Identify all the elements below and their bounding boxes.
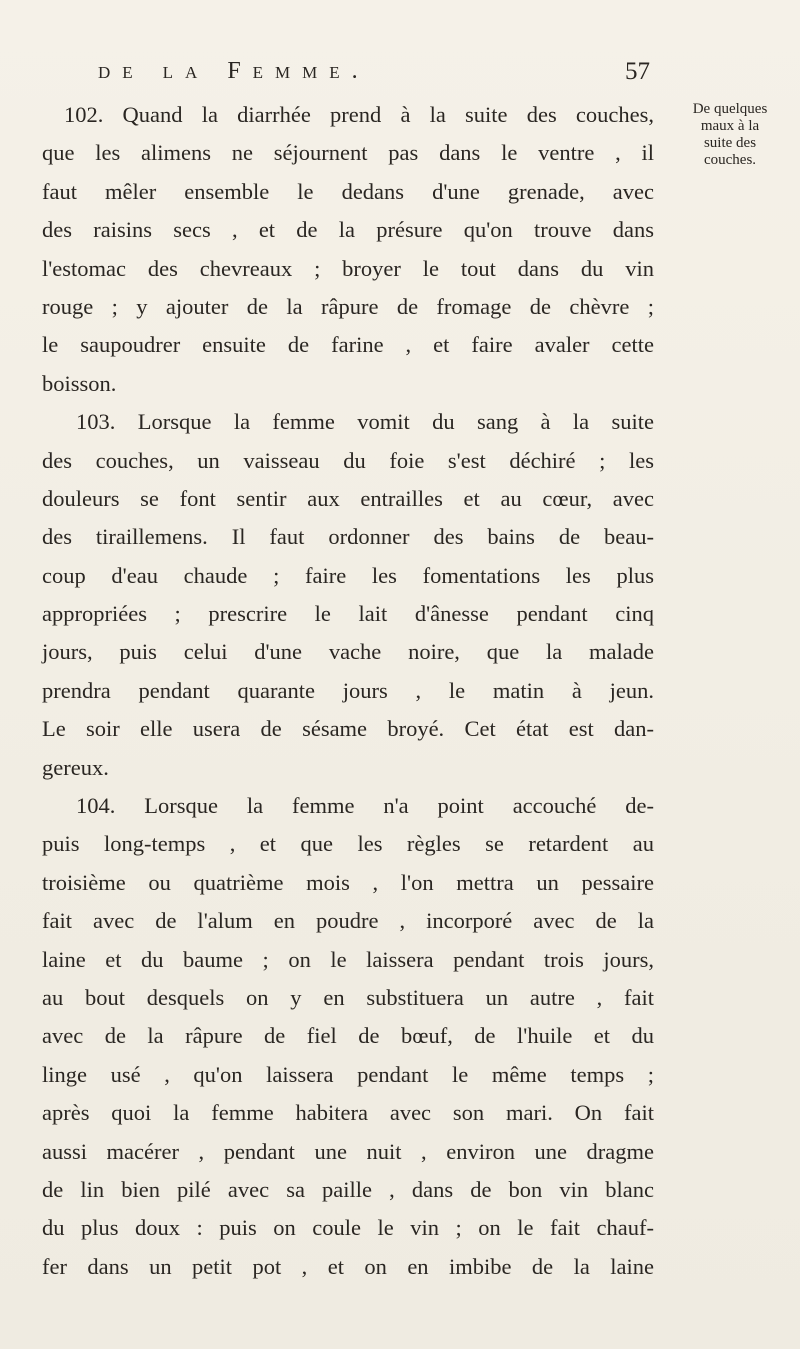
text-line: 103. Lorsque la femme vomit du sang à la suite [76,409,654,435]
text-line: des raisins secs , et de la présure qu'on trouve dans [42,217,654,243]
text-line: coup d'eau chaude ; faire les fomentations les plus [42,562,654,588]
text-line: boisson. [42,370,117,396]
text-line: jours, puis celui d'une vache noire, que la malade [42,639,654,665]
text-line: l'estomac des chevreaux ; broyer le tout dans du vin [42,255,654,281]
text-line: puis long-temps , et que les règles se retardent au [42,831,654,857]
text-line: au bout desquels on y en substituera un autre , fait [42,984,654,1010]
text-line: fer dans un petit pot , et on en imbibe de la laine [42,1253,654,1279]
text-line: du plus doux : puis on coule le vin ; on le fait chauf- [42,1215,654,1241]
text-line: après quoi la femme habitera avec son mari. On fait [42,1100,654,1126]
text-line: 104. Lorsque la femme n'a point accouché de- [76,793,654,819]
page-header [98,58,658,90]
text-line: 102. Quand la diarrhée prend à la suite des couches, [64,102,654,127]
text-line: que les alimens ne séjournent pas dans le ventre , il [42,140,654,166]
text-line: avec de la râpure de fiel de bœuf, de l'huile et du [42,1023,654,1049]
text-line: Le soir elle usera de sésame broyé. Cet état est dan- [42,716,654,742]
text-line: troisième ou quatrième mois , l'on mettra un pessaire [42,869,654,895]
running-title: de la Femme. [98,58,370,84]
margin-note-line: maux à la [700,118,760,134]
text-line: faut mêler ensemble le dedans d'une grenade, avec [42,178,654,204]
text-line: gereux. [42,754,109,780]
text-line: laine et du baume ; on le laissera pendant trois jours, [42,946,654,972]
text-line: rouge ; y ajouter de la râpure de fromage de chèvre ; [42,293,654,319]
text-line: prendra pendant quarante jours , le matin à jeun. [42,677,654,703]
text-line: de lin bien pilé avec sa paille , dans de bon vin blanc [42,1176,654,1202]
margin-note-line: suite des [703,135,757,151]
text-line: appropriées ; prescrire le lait d'ânesse pendant cinq [42,601,654,627]
page-number: 57 [625,58,650,85]
text-line: des couches, un vaisseau du foie s'est déchiré ; les [42,447,654,473]
margin-note-line: De quelques [692,101,768,117]
text-line: aussi macérer , pendant une nuit , environ une dragme [42,1138,654,1164]
margin-note [665,101,795,169]
text-line: douleurs se font sentir aux entrailles et au cœur, avec [42,485,654,511]
text-line: fait avec de l'alum en poudre , incorporé avec de la [42,908,654,934]
body-text [42,96,654,1286]
margin-note-line: couches. [703,152,757,168]
text-line: le saupoudrer ensuite de farine , et faire avaler cette [42,332,654,358]
text-line: des tiraillemens. Il faut ordonner des bains de beau- [42,524,654,550]
text-line: linge usé , qu'on laissera pendant le même temps ; [42,1061,654,1087]
